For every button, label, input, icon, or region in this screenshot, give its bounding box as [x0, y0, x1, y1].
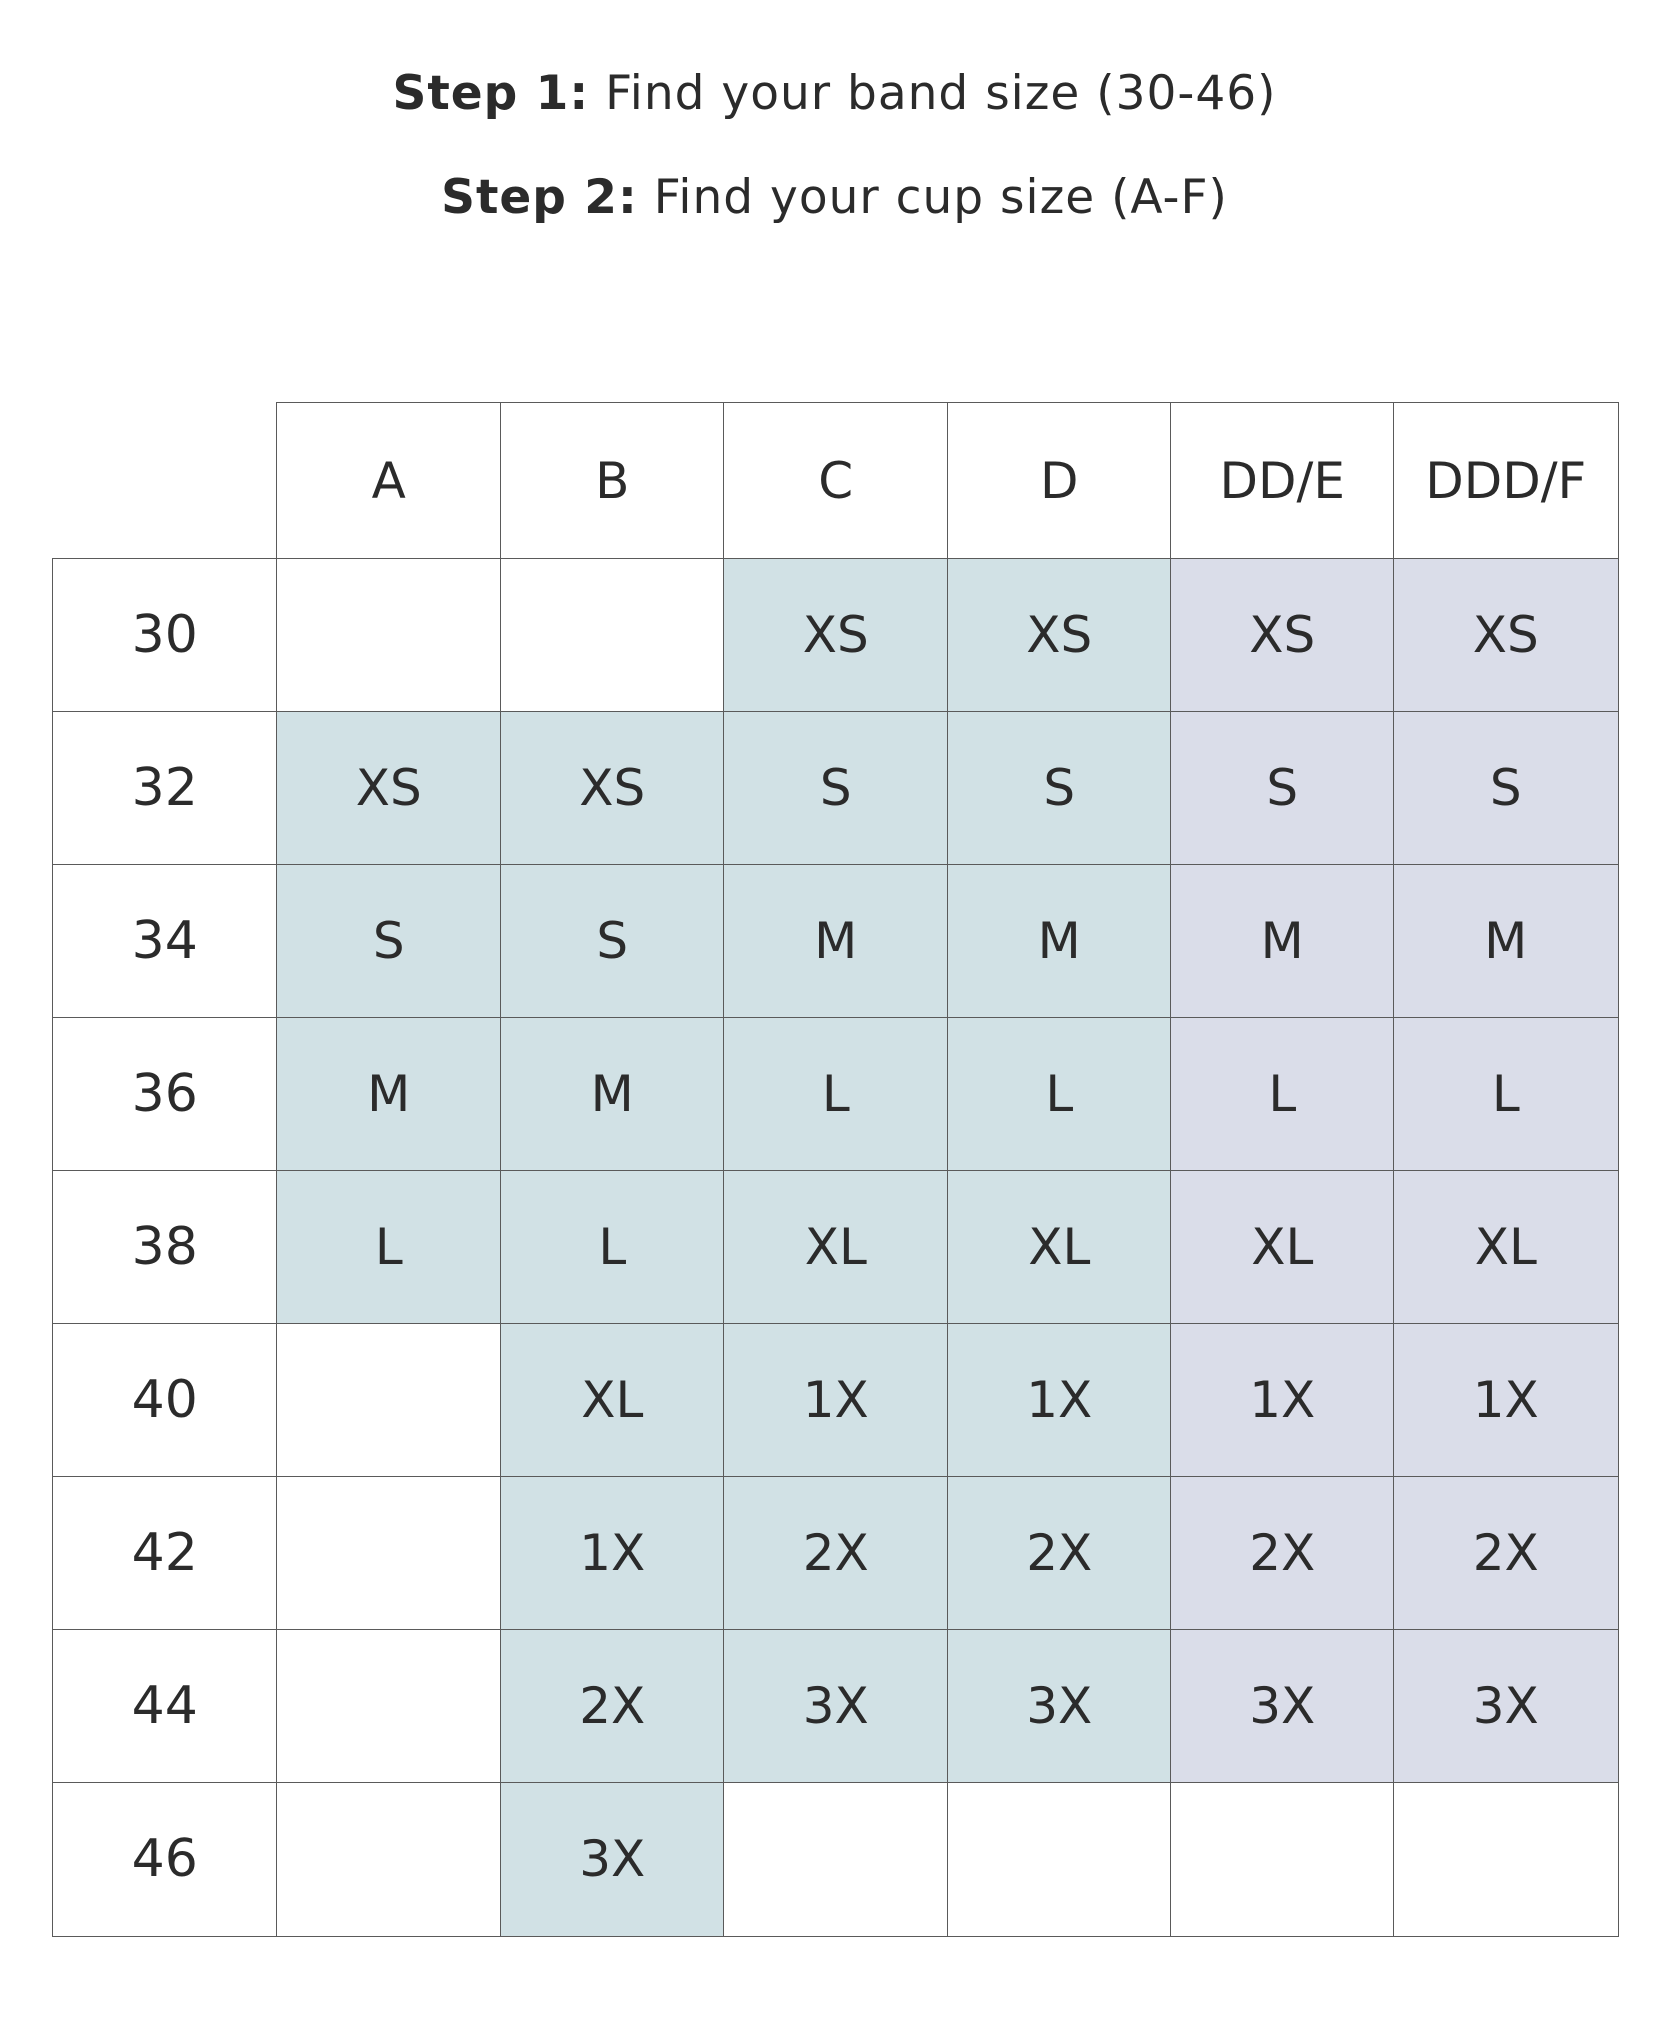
cup-size-header: A	[276, 402, 502, 560]
size-cell: 3X	[1393, 1629, 1619, 1784]
cup-size-header: D	[947, 402, 1172, 560]
empty-size-cell	[1170, 1782, 1395, 1937]
step-1-label: Step 1:	[392, 66, 590, 121]
size-cell: XL	[723, 1170, 949, 1325]
size-cell: 1X	[723, 1323, 949, 1478]
size-cell: XS	[1393, 558, 1619, 713]
band-size-cell: 38	[52, 1170, 278, 1325]
size-cell: XL	[1170, 1170, 1395, 1325]
empty-size-cell	[723, 1782, 949, 1937]
step-2-instruction	[0, 170, 1669, 225]
size-cell: M	[500, 1017, 725, 1172]
size-cell: 3X	[723, 1629, 949, 1784]
size-cell: XS	[1170, 558, 1395, 713]
size-cell: XS	[723, 558, 949, 713]
band-size-cell: 34	[52, 864, 278, 1019]
cup-size-header: DD/E	[1170, 402, 1395, 560]
empty-size-cell	[276, 1476, 502, 1631]
band-size-cell: 46	[52, 1782, 278, 1937]
size-cell: S	[1170, 711, 1395, 866]
step-2-text: Find your cup size (A-F)	[653, 170, 1228, 225]
cup-size-header: DDD/F	[1393, 402, 1619, 560]
size-cell: 3X	[500, 1782, 725, 1937]
size-cell: M	[276, 1017, 502, 1172]
band-size-cell: 44	[52, 1629, 278, 1784]
size-cell: 1X	[947, 1323, 1172, 1478]
size-cell: XS	[500, 711, 725, 866]
band-size-cell: 32	[52, 711, 278, 866]
step-1-text: Find your band size (30-46)	[605, 66, 1277, 121]
size-cell: S	[500, 864, 725, 1019]
size-cell: XS	[276, 711, 502, 866]
band-size-cell: 30	[52, 558, 278, 713]
size-cell: 2X	[723, 1476, 949, 1631]
size-cell: XL	[1393, 1170, 1619, 1325]
band-size-cell: 36	[52, 1017, 278, 1172]
empty-size-cell	[947, 1782, 1172, 1937]
size-cell: XL	[947, 1170, 1172, 1325]
size-cell: L	[1170, 1017, 1395, 1172]
empty-size-cell	[276, 1629, 502, 1784]
band-size-cell: 42	[52, 1476, 278, 1631]
size-cell: 1X	[500, 1476, 725, 1631]
size-cell: M	[1393, 864, 1619, 1019]
size-cell: L	[723, 1017, 949, 1172]
size-cell: L	[947, 1017, 1172, 1172]
empty-size-cell	[276, 1323, 502, 1478]
size-cell: S	[276, 864, 502, 1019]
size-cell: 2X	[1170, 1476, 1395, 1631]
size-cell: XL	[500, 1323, 725, 1478]
size-cell: 3X	[1170, 1629, 1395, 1784]
size-cell: L	[500, 1170, 725, 1325]
size-cell: M	[947, 864, 1172, 1019]
step-2-label: Step 2:	[441, 170, 638, 225]
size-cell: 2X	[1393, 1476, 1619, 1631]
size-cell: 1X	[1393, 1323, 1619, 1478]
size-cell: M	[723, 864, 949, 1019]
size-cell: 3X	[947, 1629, 1172, 1784]
empty-size-cell	[500, 558, 725, 713]
band-size-cell: 40	[52, 1323, 278, 1478]
size-cell: 1X	[1170, 1323, 1395, 1478]
size-cell: 2X	[947, 1476, 1172, 1631]
size-cell: L	[1393, 1017, 1619, 1172]
empty-size-cell	[276, 558, 502, 713]
size-cell: M	[1170, 864, 1395, 1019]
size-cell: XS	[947, 558, 1172, 713]
size-cell: L	[276, 1170, 502, 1325]
size-cell: S	[947, 711, 1172, 866]
size-cell: S	[723, 711, 949, 866]
step-1-instruction	[0, 66, 1669, 121]
size-cell: S	[1393, 711, 1619, 866]
empty-size-cell	[276, 1782, 502, 1937]
cup-size-header: C	[723, 402, 949, 560]
cup-size-header: B	[500, 402, 725, 560]
empty-size-cell	[1393, 1782, 1619, 1937]
size-cell: 2X	[500, 1629, 725, 1784]
